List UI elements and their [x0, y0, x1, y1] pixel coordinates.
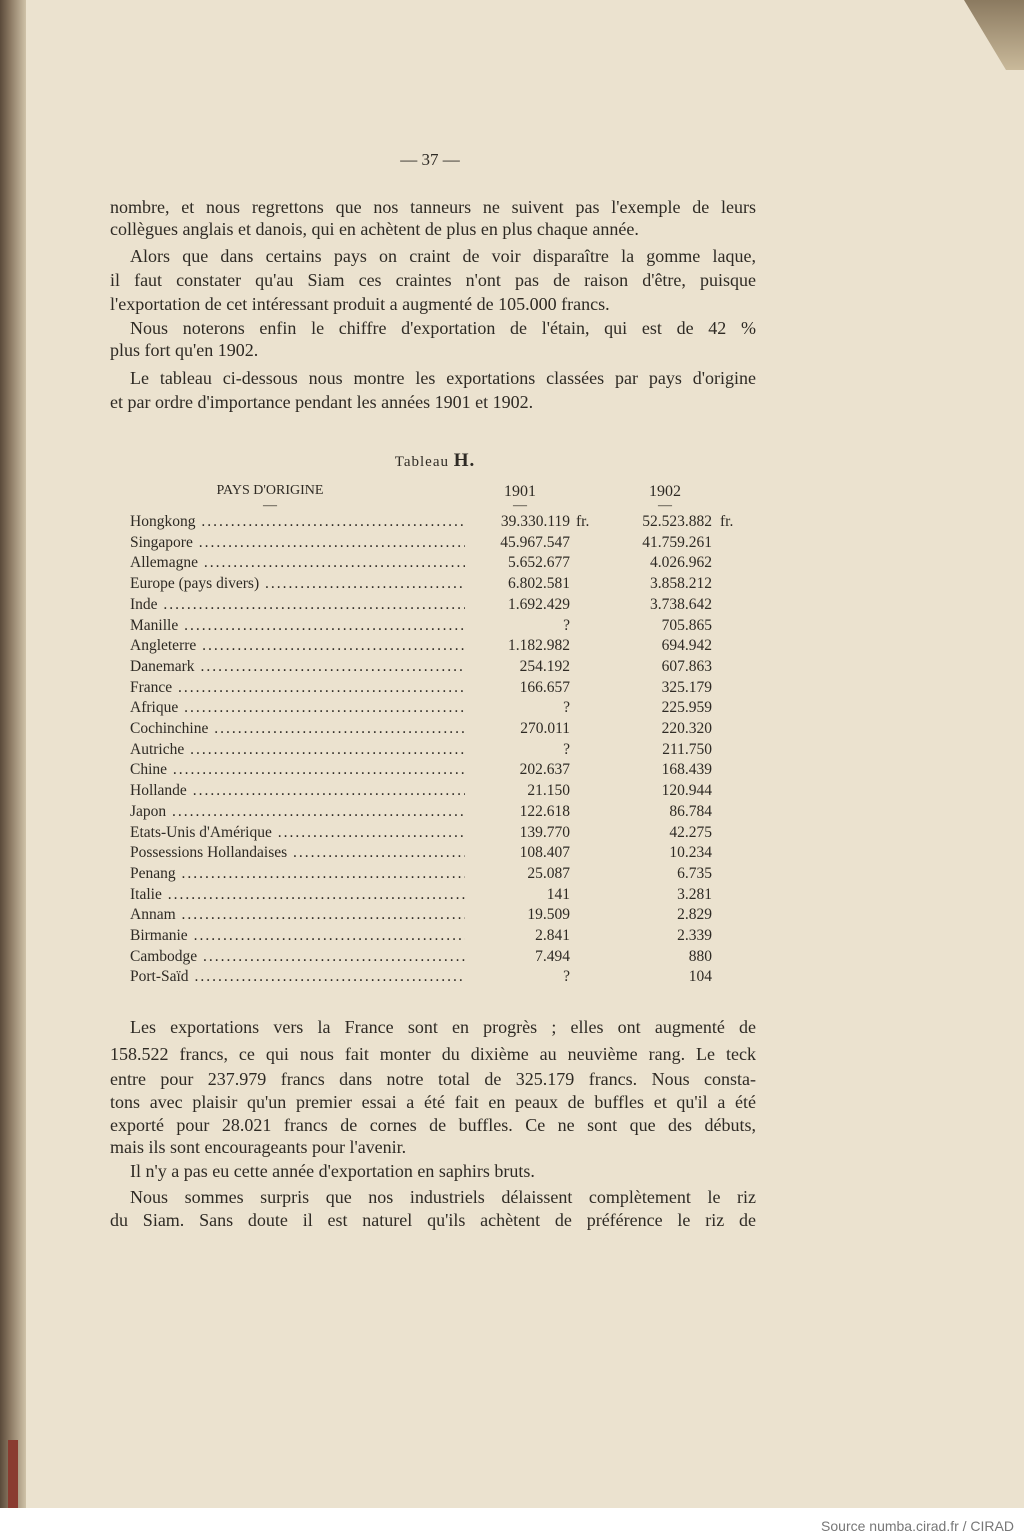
value-1901: 141 — [546, 885, 570, 903]
value-1901: 39.330.119 — [500, 513, 570, 530]
text-line: il faut constater qu'au Siam ces craintes n'ont pas de raison d'être, puisque — [110, 270, 756, 290]
country-name: Autriche ..... — [130, 740, 465, 760]
country-name: Cambodge ..... — [130, 947, 465, 967]
country-name: Afrique ..... — [130, 698, 465, 718]
country-name: Etats-Unis d'Amérique ..... — [130, 823, 465, 843]
country-name: Birmanie ..... — [130, 926, 465, 946]
book-spine — [0, 0, 26, 1508]
value-1902: 120.944 — [661, 782, 712, 800]
value-1902: 3.738.642 — [650, 595, 712, 613]
value-1901: 166.657 — [519, 678, 570, 696]
value-1902: 220.320 — [661, 720, 712, 737]
value-1901: 19.509 — [527, 906, 570, 924]
header-1901: 1901 — [504, 483, 536, 500]
text-line: du Siam. Sans doute il est naturel qu'ils achètent de préférence le riz de — [110, 1210, 756, 1230]
country-name: Manille ..... — [130, 616, 465, 636]
value-1901: 108.407 — [519, 844, 570, 862]
value-1901: ? — [563, 740, 570, 758]
header-dash: — — [263, 498, 277, 513]
value-1902: 42.275 — [669, 823, 712, 841]
header-dash: — — [513, 498, 527, 513]
caption-letter: H. — [453, 450, 476, 471]
value-1901: 254.192 — [519, 657, 570, 675]
country-name: Singapore ..... — [130, 533, 465, 553]
value-1901: 5.652.677 — [508, 554, 570, 572]
value-1901: 25.087 — [527, 864, 570, 882]
text-line: Il n'y a pas eu cette année d'exportation en saphirs bruts. — [130, 1161, 535, 1181]
country-name: Allemagne ..... — [130, 553, 465, 573]
value-1902: 52.523.882 — [642, 513, 712, 530]
value-1901: 2.841 — [535, 927, 570, 944]
text-line: 158.522 francs, ce qui nous fait monter du dixième au neuvième rang. Le teck — [110, 1044, 756, 1064]
country-name: Cochinchine ..... — [130, 719, 465, 739]
header-country: PAYS D'ORIGINE — [216, 483, 324, 498]
text-line: nombre, et nous regrettons que nos tanneurs ne suivent pas l'exemple de leurs — [110, 197, 756, 217]
country-name: Angleterre ..... — [130, 636, 465, 656]
text-line: Nous noterons enfin le chiffre d'exportation de l'étain, qui est de 42 % — [130, 318, 756, 338]
text-line: entre pour 237.979 francs dans notre total de 325.179 francs. Nous consta- — [110, 1069, 756, 1089]
text-line: Alors que dans certains pays on craint de voir disparaître la gomme laque, — [130, 246, 756, 266]
country-name: Hongkong ..... — [130, 512, 465, 532]
text-line: mais ils sont encourageants pour l'avenir. — [110, 1137, 407, 1157]
country-name: Danemark ..... — [130, 657, 465, 677]
value-1902: 2.339 — [677, 927, 712, 944]
value-1902: 694.942 — [661, 637, 712, 655]
page-number: — 37 — — [400, 150, 460, 169]
country-name: Port-Saïd ..... — [130, 967, 465, 987]
header-dash: — — [658, 498, 672, 513]
country-name: France ..... — [130, 678, 465, 698]
value-1902: 3.858.212 — [650, 575, 712, 593]
value-1901: ? — [563, 616, 570, 634]
value-1901: 7.494 — [535, 947, 570, 965]
value-1902: 6.735 — [677, 864, 712, 882]
text-line: exporté pour 28.021 francs de cornes de buffles. Ce ne sont que des débuts, — [110, 1115, 756, 1135]
text-line: Nous sommes surpris que nos industriels délaissent complètement le riz — [130, 1187, 756, 1207]
text-line: Les exportations vers la France sont en progrès ; elles ont augmenté de — [130, 1017, 756, 1037]
value-1902: 10.234 — [669, 844, 712, 862]
text-line: collègues anglais et danois, qui en achètent de plus en plus chaque année. — [110, 219, 639, 239]
value-1902: 211.750 — [662, 740, 712, 758]
value-1901: 202.637 — [519, 761, 570, 779]
value-1901: 45.967.547 — [500, 533, 570, 551]
text-line: Le tableau ci-dessous nous montre les exportations classées par pays d'origine — [130, 368, 756, 388]
value-1902: 880 — [688, 947, 712, 965]
unit-label: fr. — [720, 513, 734, 530]
source-credit: Source numba.cirad.fr / CIRAD — [821, 1518, 1014, 1534]
value-1902: 168.439 — [661, 761, 712, 779]
value-1901: 6.802.581 — [508, 575, 570, 593]
value-1901: ? — [563, 968, 570, 986]
value-1901: ? — [563, 699, 570, 717]
country-name: Penang ..... — [130, 864, 465, 884]
table-caption — [0, 450, 870, 472]
country-name: Possessions Hollandaises ..... — [130, 843, 465, 863]
text-line: et par ordre d'importance pendant les années 1901 et 1902. — [110, 392, 534, 412]
value-1902: 41.759.261 — [642, 533, 712, 551]
header-1902: 1902 — [649, 483, 681, 500]
country-name: Inde ..... — [130, 595, 465, 615]
value-1902: 4.026.962 — [650, 554, 712, 572]
bookmark-ribbon — [8, 1440, 18, 1508]
value-1902: 225.959 — [661, 699, 712, 717]
country-name: Hollande ..... — [130, 781, 465, 801]
value-1901: 21.150 — [527, 782, 570, 800]
country-name: Italie ..... — [130, 885, 465, 905]
value-1901: 1.692.429 — [508, 595, 570, 613]
text-line: tons avec plaisir qu'un premier essai a été fait en peaux de buffles et qu'il a été — [110, 1092, 756, 1112]
value-1902: 325.179 — [661, 678, 712, 696]
value-1901: 122.618 — [519, 802, 570, 820]
country-name: Annam ..... — [130, 905, 465, 925]
value-1901: 270.011 — [520, 720, 570, 737]
unit-label: fr. — [576, 513, 590, 530]
value-1902: 705.865 — [661, 616, 712, 634]
value-1902: 607.863 — [661, 657, 712, 675]
value-1902: 3.281 — [677, 885, 712, 903]
country-name: Japon ..... — [130, 802, 465, 822]
text-line: plus fort qu'en 1902. — [110, 340, 259, 360]
value-1902: 104 — [688, 968, 712, 986]
value-1901: 139.770 — [519, 823, 570, 841]
country-name: Europe (pays divers) ..... — [130, 574, 465, 594]
value-1901: 1.182.982 — [508, 637, 570, 655]
text-line: l'exportation de cet intéressant produit a augmenté de 105.000 francs. — [110, 294, 610, 314]
caption-word: Tableau — [394, 454, 449, 470]
value-1902: 2.829 — [677, 906, 712, 924]
value-1902: 86.784 — [669, 802, 712, 820]
country-name: Chine ..... — [130, 760, 465, 780]
